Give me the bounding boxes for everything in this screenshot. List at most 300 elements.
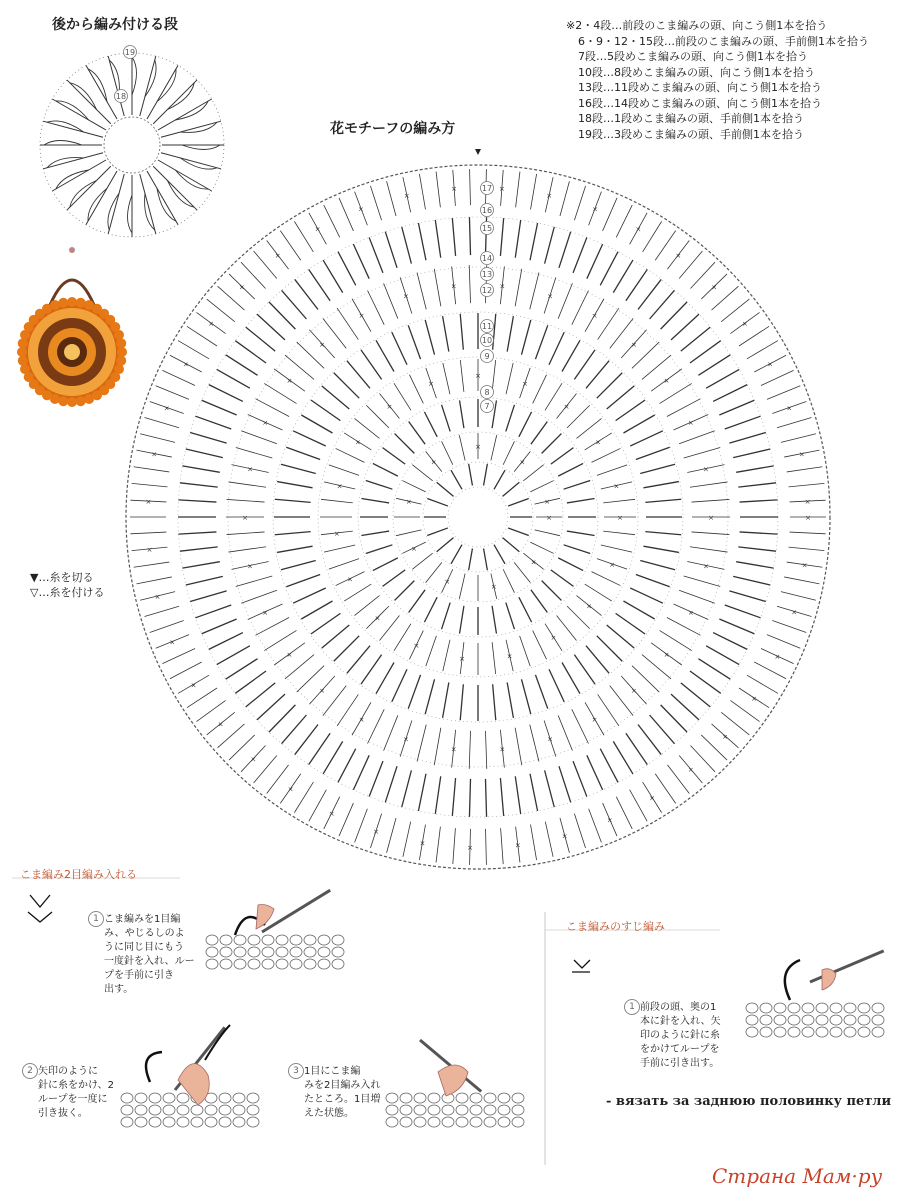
stitch-mark — [182, 562, 219, 568]
stitch-mark — [562, 662, 580, 693]
stitch-mark — [645, 499, 681, 502]
sc-symbol: × — [190, 681, 197, 690]
stitch-mark — [402, 227, 412, 264]
stitch-mark — [586, 361, 609, 389]
stitch-mark — [535, 675, 547, 709]
stitch-mark — [339, 803, 353, 836]
sc-symbol: × — [450, 282, 457, 291]
yarn-loop — [830, 1015, 842, 1025]
sc-symbol: × — [546, 514, 552, 522]
stitch-mark — [459, 574, 465, 599]
round-label: 14 — [481, 254, 493, 263]
stitch-mark — [679, 251, 702, 279]
stitch-mark — [721, 299, 749, 322]
petal-curve — [182, 145, 220, 149]
yarn-loop — [872, 1015, 884, 1025]
step-text: 1目にこま編 みを2目編み入れ たところ。1目増 えた状態。 — [304, 1066, 381, 1119]
yarn-loop — [816, 1027, 828, 1037]
hook-pin — [69, 247, 75, 253]
stitch-mark — [684, 448, 721, 458]
stitch-mark — [754, 662, 786, 679]
yarn-loop — [844, 1027, 856, 1037]
stitch-mark — [442, 441, 453, 464]
direction-arrow — [205, 1025, 230, 1060]
sc-symbol: × — [722, 732, 728, 741]
stitch-mark — [515, 728, 522, 765]
yarn-loop — [262, 935, 274, 945]
stitch-mark — [574, 350, 595, 379]
stitch-mark — [275, 532, 311, 535]
stitch-mark — [394, 624, 411, 651]
stitch-mark — [470, 169, 471, 205]
stitch-mark — [530, 223, 538, 260]
yarn-loop — [386, 1093, 398, 1103]
stitch-mark — [460, 606, 464, 634]
sc-symbol: × — [262, 608, 269, 617]
sc-symbol: × — [663, 650, 670, 659]
stitch-mark — [282, 715, 307, 744]
stitch-mark — [347, 646, 370, 674]
stitch-mark — [334, 636, 359, 661]
sc-symbol: × — [145, 498, 152, 507]
stitch-mark — [706, 646, 739, 665]
stitch-mark — [366, 481, 393, 490]
small-crochet-chart — [40, 53, 224, 237]
stitch-mark — [679, 590, 715, 603]
stitch-mark — [443, 682, 449, 717]
stitch-mark — [425, 679, 434, 714]
stitch-mark — [719, 619, 754, 634]
stitch-mark — [530, 774, 538, 811]
yarn-loop — [456, 1093, 468, 1103]
stitch-mark — [564, 481, 591, 490]
stitch-mark — [597, 465, 627, 476]
sc-symbol: × — [403, 191, 410, 200]
yarn-loop — [400, 1117, 412, 1127]
motif-petal — [18, 356, 28, 366]
stitch-mark — [409, 375, 423, 404]
stitch-mark — [767, 386, 800, 400]
sc-symbol: × — [801, 561, 808, 570]
stitch-mark — [515, 220, 520, 258]
sc-symbol: × — [373, 827, 379, 836]
yarn-loop — [149, 1105, 161, 1115]
sc-symbol: × — [804, 498, 811, 507]
sc-symbol: × — [319, 687, 326, 696]
sc-symbol: × — [428, 379, 435, 388]
stitch-mark — [264, 630, 296, 650]
stitch-mark — [236, 576, 273, 586]
yarn-loop — [816, 1015, 828, 1025]
yarn-loop — [760, 1003, 772, 1013]
yarn-loop — [234, 935, 246, 945]
stitch-mark — [623, 415, 654, 433]
yarn-loop — [248, 947, 260, 957]
step-1-back-loop — [624, 994, 721, 1071]
sc-symbol: × — [169, 638, 176, 647]
yarn-loop-pink — [822, 969, 836, 990]
sc-symbol: × — [606, 816, 613, 825]
stitch-mark — [344, 584, 371, 601]
stitch-mark — [435, 220, 440, 258]
stitch-mark — [733, 576, 770, 585]
yarn-loop — [318, 947, 330, 957]
yarn-loop — [872, 1027, 884, 1037]
stitch-mark — [607, 386, 635, 409]
yarn-loop — [247, 1093, 259, 1103]
stitch-mark — [630, 431, 663, 446]
sc-symbol: × — [702, 562, 709, 571]
note-line: 18段…1段めこま編みの頭、手前側1本を拾う — [578, 112, 804, 125]
sc-symbol: × — [358, 312, 365, 321]
round-label: 9 — [484, 352, 490, 361]
sc-symbol: × — [687, 608, 694, 617]
stitch-mark — [387, 181, 396, 216]
sc-symbol: × — [413, 641, 420, 650]
stitch-mark — [368, 709, 385, 743]
sc-symbol: × — [767, 360, 774, 369]
yarn-loop — [206, 935, 218, 945]
stitch-mark — [671, 694, 699, 720]
stitch-mark — [636, 447, 670, 459]
yarn-loop — [332, 959, 344, 969]
sc-symbol: × — [791, 608, 798, 617]
stitch-mark — [572, 291, 589, 325]
sc-symbol: × — [498, 184, 505, 193]
yarn-loop — [470, 1093, 482, 1103]
stitch-mark — [661, 705, 687, 732]
yarn-loop — [802, 1003, 814, 1013]
section-title-increase: こま編み2目編み入れる — [20, 868, 137, 881]
yarn-loop — [470, 1105, 482, 1115]
yarn-loop — [442, 1105, 454, 1115]
stitch-mark — [180, 483, 218, 487]
stitch-mark — [226, 659, 258, 680]
stitch-mark — [640, 464, 675, 473]
stitch-mark — [507, 316, 513, 351]
stitch-mark — [228, 547, 266, 552]
stitch-mark — [145, 417, 179, 427]
stitch-mark — [484, 464, 488, 486]
stitch-mark — [207, 299, 235, 322]
stitch-mark — [638, 724, 661, 754]
stitch-mark — [130, 532, 166, 534]
stitch-mark — [409, 590, 425, 613]
sc-symbol: × — [386, 402, 393, 411]
stitch-mark — [567, 405, 590, 428]
stitch-mark — [353, 755, 369, 790]
stitch-mark — [616, 613, 645, 634]
stitch-mark — [616, 205, 632, 237]
yarn-loop — [233, 1117, 245, 1127]
yarn-loop — [121, 1117, 133, 1127]
sc-symbol: × — [358, 205, 364, 214]
stitch-mark — [551, 448, 574, 464]
stitch-mark — [418, 223, 426, 260]
stitch-mark — [452, 218, 455, 256]
stitch-mark — [178, 500, 216, 502]
stitch-mark — [642, 355, 671, 379]
sc-symbol: × — [751, 694, 757, 703]
petal-curve — [132, 57, 136, 95]
step-text: 矢印のように 針に糸をかけ、2 ループを一度に 引き抜く。 — [38, 1066, 114, 1119]
yarn-loop — [428, 1117, 440, 1127]
stitch-mark — [257, 314, 285, 340]
stitch-mark — [451, 470, 462, 489]
sc-symbol: × — [544, 498, 551, 507]
stitch-mark — [227, 532, 265, 535]
stitch-mark — [269, 705, 295, 732]
stitch-mark — [257, 694, 285, 720]
yarn-loop — [760, 1027, 772, 1037]
sc-symbol: × — [328, 809, 335, 818]
stitch-mark — [424, 597, 437, 622]
stitch-mark — [484, 549, 488, 571]
stitch-mark — [557, 616, 577, 641]
sc-symbol: × — [403, 292, 409, 301]
stitch-mark — [301, 601, 332, 619]
stitch-mark — [460, 314, 463, 350]
stitch-mark — [301, 415, 332, 433]
stitch-mark — [740, 500, 778, 502]
small-chart-title: 後から編み付ける段 — [52, 17, 178, 33]
stitch-mark — [530, 481, 553, 492]
stitch-mark — [515, 269, 522, 306]
stitch-mark — [560, 181, 569, 216]
stitch-mark — [508, 528, 529, 536]
stitch-mark — [706, 369, 739, 388]
yarn-loop — [163, 1093, 175, 1103]
yarn-loop — [247, 1105, 259, 1115]
sc-symbol: × — [586, 602, 592, 611]
stitch-mark — [396, 530, 421, 536]
stitch-mark — [469, 265, 470, 303]
stitch-mark — [196, 700, 225, 721]
stitch-mark — [643, 221, 662, 252]
stitch-mark — [549, 669, 564, 702]
yarn-loop — [247, 1117, 259, 1127]
stitch-mark — [170, 662, 202, 679]
stitch-mark — [535, 325, 547, 359]
sc-symbol: × — [444, 577, 451, 586]
stitch-mark — [324, 205, 340, 237]
stitch-mark — [241, 590, 277, 603]
stitch-mark — [503, 569, 514, 592]
stitch-mark — [460, 360, 464, 392]
sc-symbol: × — [247, 465, 254, 474]
stitch-mark — [643, 546, 678, 552]
stitch-mark — [535, 530, 560, 536]
stitch-mark — [690, 745, 715, 771]
stitch-mark — [412, 553, 432, 569]
stitch-mark — [781, 434, 816, 443]
stitch-mark — [384, 283, 398, 318]
stitch-mark — [361, 499, 389, 503]
yarn-loop — [788, 1015, 800, 1025]
stitch-mark — [338, 252, 356, 286]
round-label: 11 — [481, 322, 493, 331]
stitch-mark — [202, 619, 237, 634]
stitch-mark — [443, 640, 450, 671]
stitch-mark — [178, 532, 216, 534]
sc-symbol: × — [319, 340, 326, 349]
yarn-loop — [774, 1015, 786, 1025]
stitch-mark — [136, 577, 171, 584]
stitch-mark — [235, 341, 266, 363]
stitch-mark — [323, 741, 343, 774]
yarn-loop — [484, 1093, 496, 1103]
stitch-mark — [690, 671, 721, 693]
stitch-mark — [295, 279, 318, 309]
main-crochet-chart — [126, 149, 830, 869]
stitch-mark — [603, 531, 635, 535]
sc-symbol: × — [374, 614, 381, 623]
stitch-mark — [574, 186, 585, 220]
yarn-loop — [149, 1093, 161, 1103]
stitch-mark — [324, 545, 355, 552]
stitch-mark — [558, 558, 583, 571]
stitch-mark — [275, 499, 311, 502]
sc-symbol: × — [521, 379, 528, 388]
stitch-mark — [610, 686, 633, 716]
stitch-mark — [567, 531, 595, 535]
stitch-mark — [469, 779, 470, 817]
stitch-mark — [361, 350, 382, 379]
stitch-mark — [186, 576, 223, 585]
stitch-mark — [134, 467, 170, 472]
yarn-loop — [135, 1117, 147, 1127]
stitch-mark — [338, 749, 356, 783]
motif-petal — [58, 298, 68, 308]
sc-symbol: × — [675, 251, 682, 260]
stitch-mark — [545, 227, 555, 264]
stitch-mark — [573, 761, 587, 796]
stitch-mark — [277, 546, 312, 552]
sc-symbol: × — [182, 360, 189, 369]
stitch-mark — [598, 694, 619, 726]
stitch-mark — [655, 774, 675, 804]
stitch-mark — [562, 340, 580, 371]
stitch-mark — [485, 731, 486, 769]
yarn-loop — [844, 1003, 856, 1013]
stitch-mark — [659, 383, 691, 403]
stitch-mark — [334, 373, 359, 398]
stitch-mark — [784, 577, 819, 584]
stitch-mark — [452, 778, 455, 816]
stitch-mark — [294, 782, 313, 813]
stitch-mark — [616, 797, 632, 829]
stitch-mark — [156, 386, 189, 400]
stitch-mark — [311, 613, 340, 634]
stitch-mark — [437, 538, 454, 552]
yarn-loop — [858, 1027, 870, 1037]
stitch-mark — [616, 400, 645, 421]
stitch-mark — [600, 252, 618, 286]
round-label: 10 — [481, 336, 493, 345]
yarn-loop — [816, 1003, 828, 1013]
stitch-mark — [459, 435, 465, 460]
stitch-mark — [417, 272, 426, 309]
yarn-loop — [219, 1093, 231, 1103]
stitch-mark — [339, 198, 353, 231]
petal-stitch — [153, 166, 197, 210]
sc-symbol: × — [617, 514, 623, 522]
sc-symbol: × — [798, 450, 805, 459]
stitch-mark — [361, 655, 382, 684]
stitch-mark — [730, 700, 759, 721]
stitch-mark — [691, 499, 729, 502]
stitch-mark — [427, 499, 448, 507]
stitch-mark — [322, 625, 350, 648]
stitch-mark — [719, 400, 754, 415]
yarn-loop — [830, 1027, 842, 1037]
stitch-mark — [424, 412, 437, 437]
stitch-mark — [592, 448, 621, 462]
stitch-mark — [530, 725, 539, 762]
sc-symbol: × — [805, 514, 811, 522]
stitch-mark — [690, 341, 721, 363]
motif-petal — [20, 364, 30, 374]
yarn-loop — [135, 1093, 147, 1103]
stitch-mark — [417, 725, 426, 762]
yarn-loop — [220, 935, 232, 945]
sc-symbol: × — [547, 292, 553, 301]
stitch-mark — [402, 481, 425, 492]
stitch-mark — [597, 373, 622, 398]
stitch-mark — [564, 545, 591, 554]
main-chart-title: 花モチーフの編み方 — [330, 121, 456, 137]
round-label: 13 — [481, 270, 493, 279]
sc-symbol: × — [563, 402, 570, 411]
yarn-loop — [304, 959, 316, 969]
sc-symbol: × — [151, 450, 158, 459]
stitch-mark — [600, 749, 618, 783]
sc-symbol: × — [354, 438, 361, 447]
sc-symbol: × — [591, 312, 598, 321]
yarn-loop — [414, 1093, 426, 1103]
stitch-mark — [521, 679, 530, 714]
stitch-mark — [264, 383, 296, 403]
sc-symbol: × — [499, 745, 506, 754]
stitch-mark — [533, 631, 547, 660]
yarn-loop — [802, 1027, 814, 1037]
stitch-mark — [322, 386, 350, 409]
stitch-mark — [503, 482, 520, 496]
stitch-mark — [667, 399, 701, 417]
stitch-mark — [519, 597, 532, 622]
yarn-loop — [774, 1027, 786, 1037]
stitch-mark — [747, 675, 778, 693]
yarn-loop — [219, 1105, 231, 1115]
motif-petal — [67, 397, 77, 407]
stitch-mark — [235, 671, 266, 693]
stitch-mark — [729, 432, 765, 443]
sc-symbol: × — [742, 320, 748, 329]
stitch-mark — [434, 728, 441, 765]
yarn-loop — [206, 959, 218, 969]
stitch-mark — [373, 463, 398, 476]
yarn-loop — [498, 1105, 510, 1115]
stitch-mark — [254, 251, 277, 279]
sc-symbol: × — [459, 655, 466, 664]
motif-petal — [17, 347, 27, 357]
stitch-mark — [309, 790, 326, 821]
stitch-mark — [610, 318, 633, 348]
yarn-loop — [858, 1003, 870, 1013]
stitch-mark — [460, 684, 463, 720]
stitch-mark — [323, 318, 346, 348]
stitch-mark — [408, 325, 420, 359]
